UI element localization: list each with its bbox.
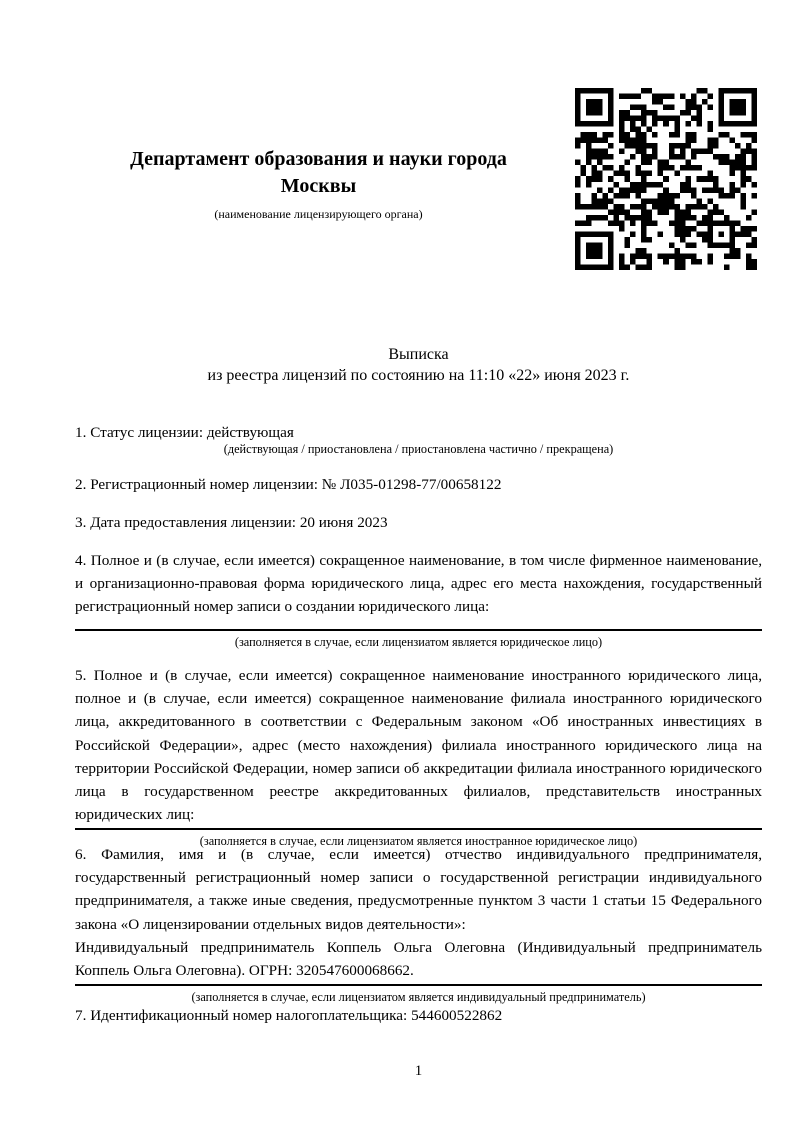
item-5-text: 5. Полное и (в случае, если имеется) сокращенное наименование иностранного юридического лица, полное и (в случае, если имеется) сокращенное наименование филиала иностранного юридического лица, аккредитованного в соответствии с Федеральным законом «Об иностранных инвестициях в Российской Федерации», адрес (место нахождения) филиала иностранного юридического лица на территории Российской Федерации, номер записи об аккредитации филиала иностранного юридического лица в государственном реестре аккредитованных филиалов, представительств иностранных юридических лиц: [75, 667, 762, 824]
authority-name-line1: Департамент образования и науки города [130, 148, 507, 170]
page-number: 1 [414, 1063, 423, 1079]
fill-in-rule [75, 828, 762, 830]
item-6-entrepreneur-section [75, 843, 762, 1004]
item-4-legal-entity-section [75, 549, 762, 649]
item-7-taxpayer-number: 7. Идентификационный номер налогоплательщика: 544600522862 [75, 1007, 503, 1024]
fill-in-rule [75, 984, 762, 986]
document-title [75, 345, 762, 386]
document-title-line2: из реестра лицензий по состоянию на 11:10 «22» июня 2023 г. [207, 366, 630, 384]
authority-name-caption: (наименование лицензирующего органа) [214, 207, 423, 221]
licensing-authority-header [75, 146, 562, 221]
item-5-caption: (заполняется в случае, если лицензиатом является иностранное юридическое лицо) [199, 834, 638, 849]
item-4-text: 4. Полное и (в случае, если имеется) сокращенное наименование, в том числе фирменное наименование, и организационно-правовая форма юридического лица, адрес его места нахождения, государственный регистрационный номер записи о создании юридического лица: [75, 552, 762, 616]
fill-in-rule [75, 629, 762, 631]
item-1-caption: (действующая / приостановлена / приостановлена частично / прекращена) [223, 442, 614, 456]
item-4-caption: (заполняется в случае, если лицензиатом является юридическое лицо) [234, 634, 603, 649]
item-6-text: 6. Фамилия, имя и (в случае, если имеется) отчество индивидуального предпринимателя, государственный регистрационный номер записи о государственной регистрации индивидуального предпринимателя, а также иные сведения, предусмотренные пунктом 3 части 1 статьи 15 Федерального закона «О лицензировании отдельных видов деятельности»: [75, 846, 762, 933]
document-title-line1: Выписка [388, 346, 449, 363]
item-5-foreign-entity-section [75, 664, 762, 848]
authority-name [75, 146, 562, 200]
item-2-registration-number: 2. Регистрационный номер лицензии: № Л035-01298-77/00658122 [75, 476, 502, 493]
item-6-caption: (заполняется в случае, если лицензиатом является индивидуальный предприниматель) [191, 990, 646, 1005]
item-3-grant-date: 3. Дата предоставления лицензии: 20 июня 2023 [75, 514, 388, 531]
qr-code-icon [575, 88, 757, 270]
item-6-entrepreneur-value: Индивидуальный предприниматель Коппель Ольга Олеговна (Индивидуальный предприниматель Коппель Ольга Олеговна). ОГРН: 320547600068662. [75, 938, 762, 980]
authority-name-line2: Москвы [280, 175, 357, 197]
item-1-license-status: 1. Статус лицензии: действующая [75, 424, 294, 441]
